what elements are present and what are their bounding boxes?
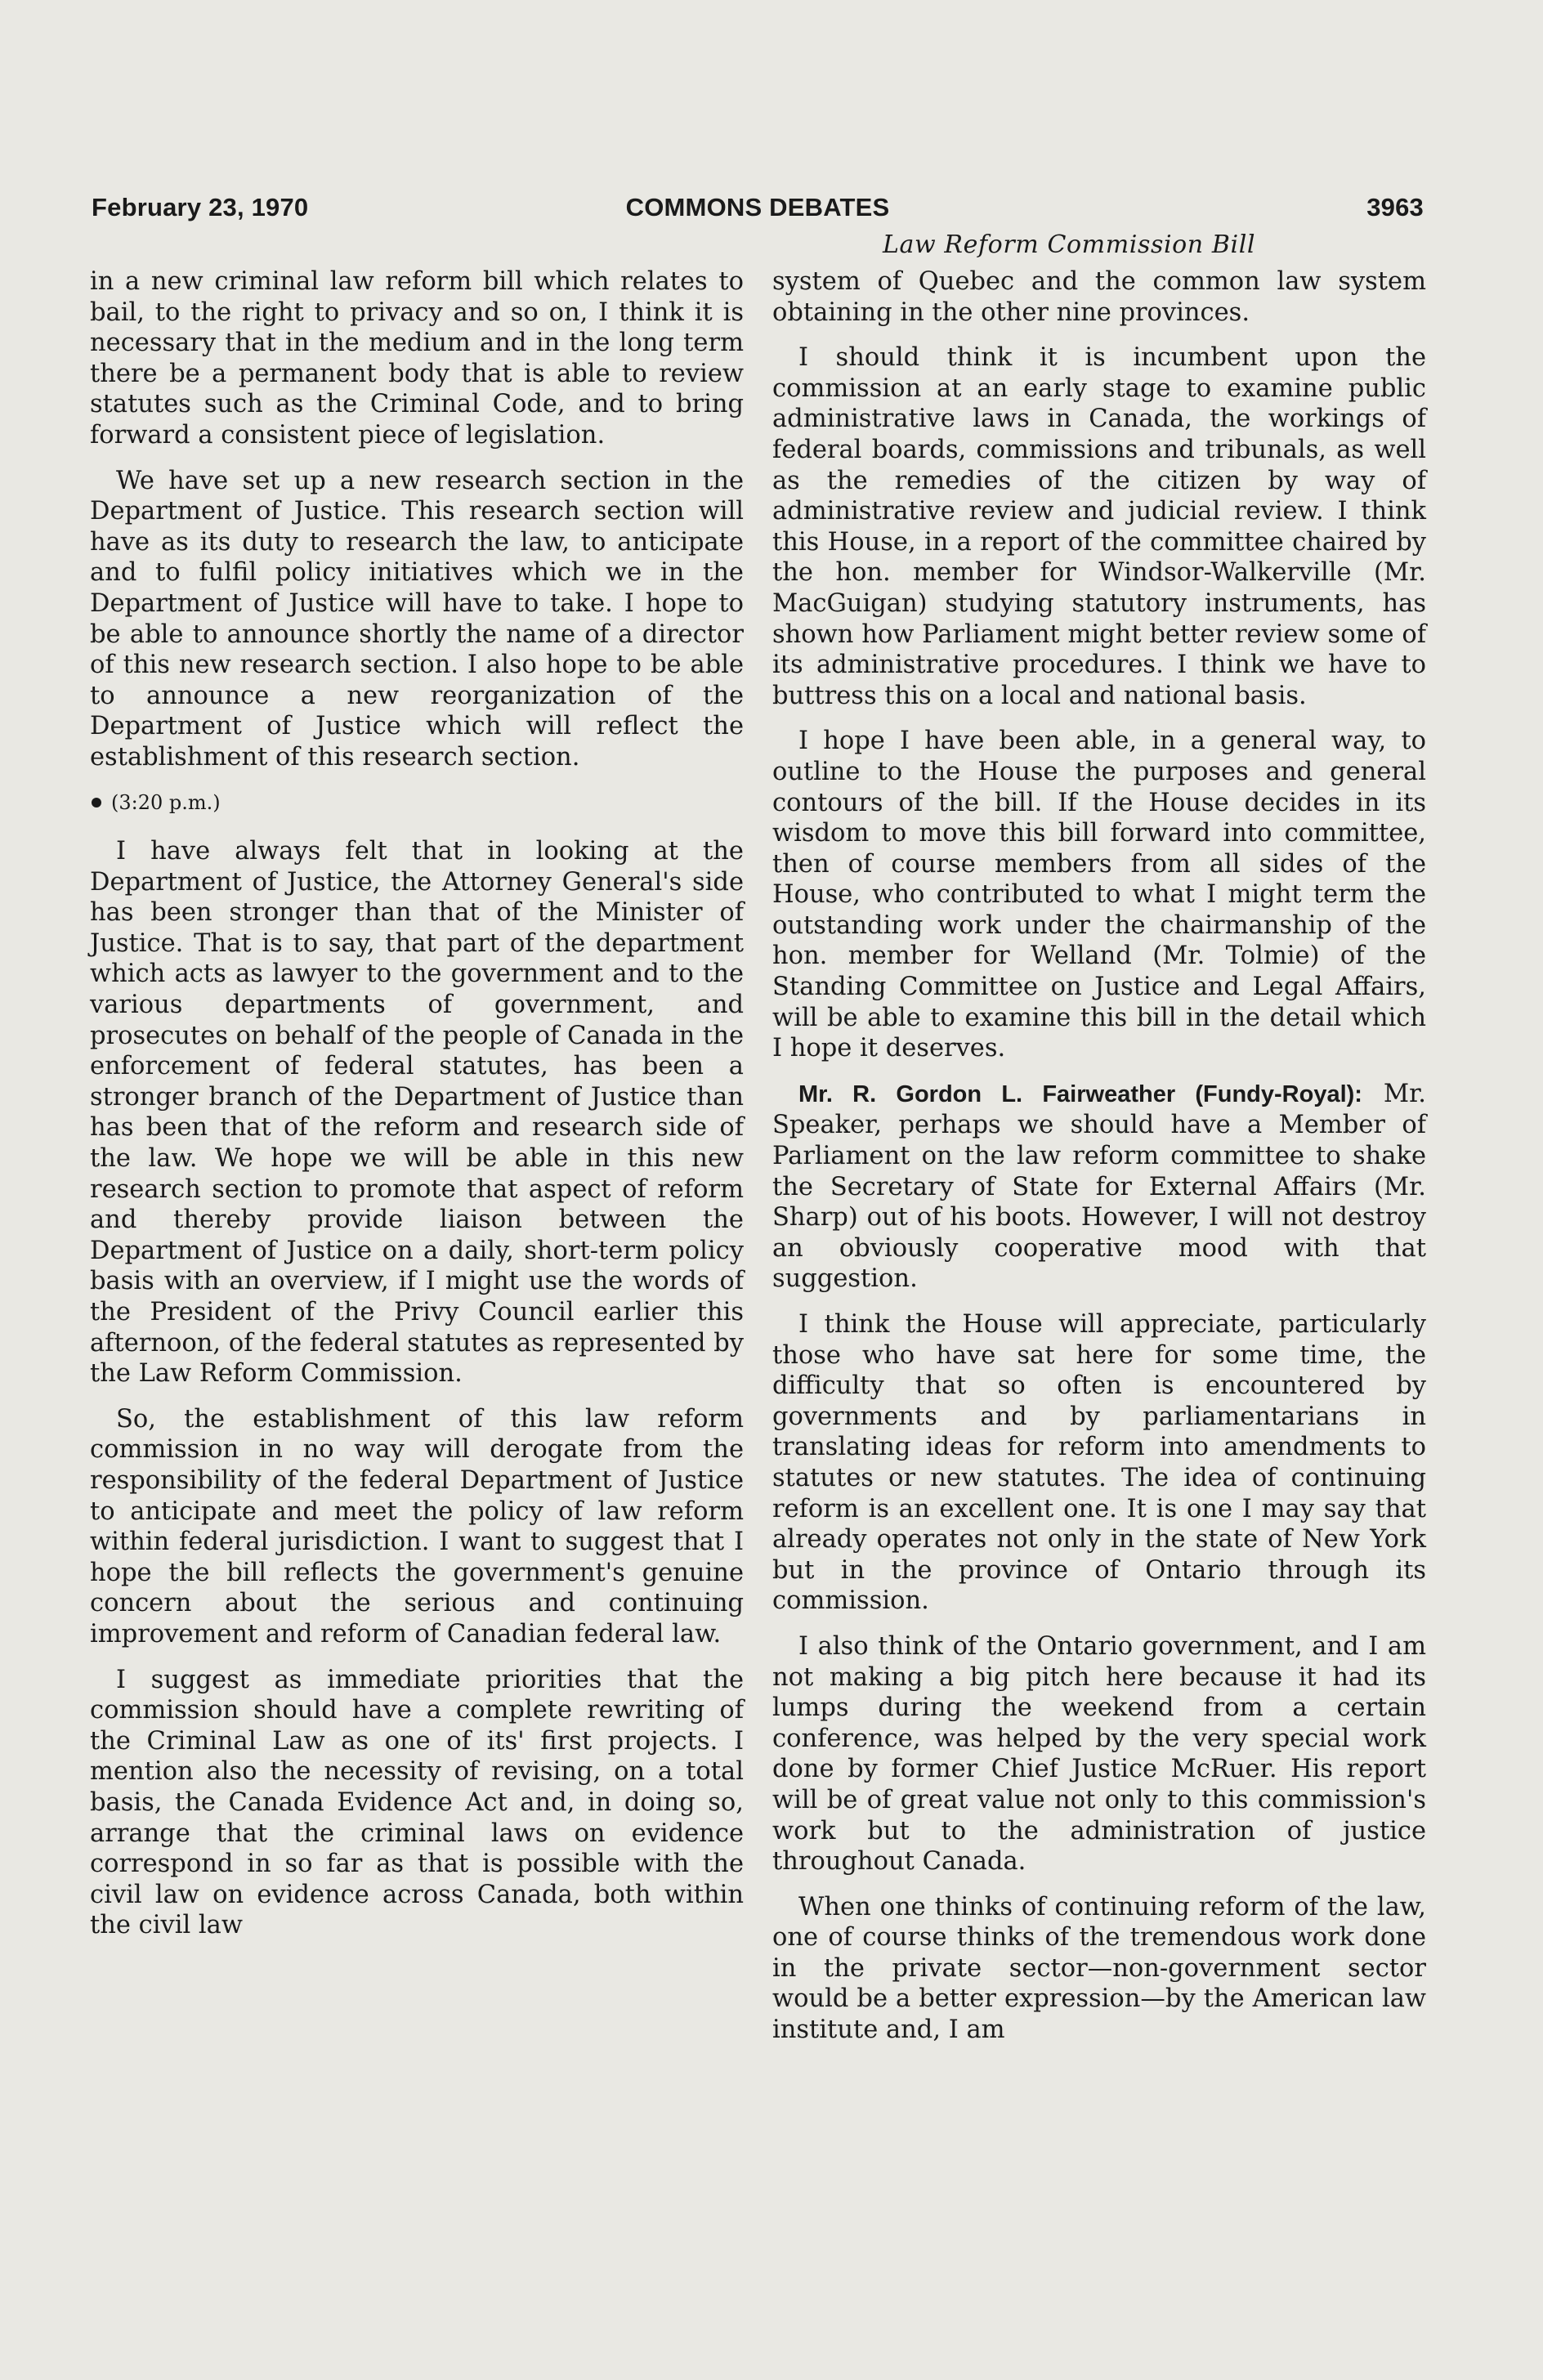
paragraph: system of Quebec and the common law system obtaining in the other nine provinces. [772, 267, 1426, 327]
right-column [772, 266, 1426, 2060]
paragraph: I think the House will appreciate, particularly those who have sat here for some time, the difficulty that so often is encountered by governments and by parliamentarians in translating ideas for reform into amendments to statutes or new statutes. The idea of continuing reform is an excellent one. It is one I may say that already operates not only in the state of New York but in the province of Ontario through its commission. [772, 1310, 1426, 1616]
header-title: COMMONS DEBATES [625, 193, 890, 221]
bullet-icon [92, 798, 101, 808]
paragraph: I hope I have been able, in a general way, to outline to the House the purposes and general contours of the bill. If the House decides in its wisdom to move this bill forward into committee, then of course members from all sides of the House, who contributed to what I might term the outstanding work under the chairmanship of the hon. member for Welland (Mr. Tolmie) of the Standing Committee on Justice and Legal Affairs, will be able to examine this bill in the detail which I hope it deserves. [772, 727, 1426, 1063]
paragraph: I have always felt that in looking at the Department of Justice, the Attorney General's side has been stronger than that of the Minister of Justice. That is to say, that part of the department which acts as lawyer to the government and to the various departments of government, and prosecutes on behalf of the people of Canada in the enforcement of federal statutes, has been a stronger branch of the Department of Justice than has been that of the reform and research side of the law. We hope we will be able in this new research section to promote that aspect of reform and thereby provide liaison between the Department of Justice on a daily, short-term policy basis with an overview, if I might use the words of the President of the Privy Council earlier this afternoon, of the federal statutes as represented by the Law Reform Commission. [90, 837, 744, 1389]
time-marker-text: (3:20 p.m.) [111, 790, 221, 814]
paragraph: So, the establishment of this law reform commission in no way will derogate from the responsibility of the federal Department of Justice to anticipate and meet the policy of law reform within federal jurisdiction. I want to suggest that I hope the bill reflects the government's genuine concern about the serious and continuing improvement and reform of Canadian federal law. [90, 1404, 744, 1649]
paragraph: We have set up a new research section in the Department of Justice. This research section will have as its duty to research the law, to anticipate and to fulfil policy initiatives which we in the Department of Justice will have to take. I hope to be able to announce shortly the name of a director of this new research section. I also hope to be able to announce a new reorganization of the Department of Justice which will reflect the establishment of this research section. [90, 466, 744, 772]
speech-text: Mr. Speaker, perhaps we should have a Member of Parliament on the law reform committee to shake the Secretary of State for External Affairs (Mr. Sharp) out of his boots. However, I will not destroy an obviously cooperative mood with that suggestion. [772, 1079, 1426, 1294]
running-title: Law Reform Commission Bill [883, 230, 1256, 259]
paragraph: When one thinks of continuing reform of the law, one of course thinks of the tremendous work done in the private sector—non-government sector would be a better expression—by the American law institute and, I am [772, 1892, 1426, 2045]
page-number: 3963 [1366, 193, 1424, 221]
paragraph: I also think of the Ontario government, and I am not making a big pitch here because it had its lumps during the weekend from a certain conference, was helped by the very special work done by former Chief Justice McRuer. His report will be of great value not only to this commission's work but to the administration of justice throughout Canada. [772, 1631, 1426, 1877]
left-column [90, 266, 744, 1956]
speaker-name: Mr. R. Gordon L. Fairweather (Fundy-Royal): [798, 1080, 1362, 1107]
paragraph: in a new criminal law reform bill which relates to bail, to the right to privacy and so on, I think it is necessary that in the medium and in the long term there be a permanent body that is able to review statutes such as the Criminal Code, and to bring forward a consistent piece of legislation. [90, 267, 744, 450]
page-header [92, 193, 1424, 226]
paragraph: I should think it is incumbent upon the commission at an early stage to examine public administrative laws in Canada, the workings of federal boards, commissions and tribunals, as well as the remedies of the citizen by way of administrative review and judicial review. I think this House, in a report of the committee chaired by the hon. member for Windsor-Walkerville (Mr. MacGuigan) studying statutory instruments, has shown how Parliament might better review some of its administrative procedures. I think we have to buttress this on a local and national basis. [772, 343, 1426, 710]
paragraph: I suggest as immediate priorities that the commission should have a complete rewriting of the Criminal Law as one of its' first projects. I mention also the necessity of revising, on a total basis, the Canada Evidence Act and, in doing so, arrange that the criminal laws on evidence correspond in so far as that is possible with the civil law on evidence across Canada, both within the civil law [90, 1665, 744, 1940]
speech-paragraph [772, 1079, 1426, 1295]
header-date: February 23, 1970 [92, 193, 309, 221]
time-marker [90, 788, 744, 819]
